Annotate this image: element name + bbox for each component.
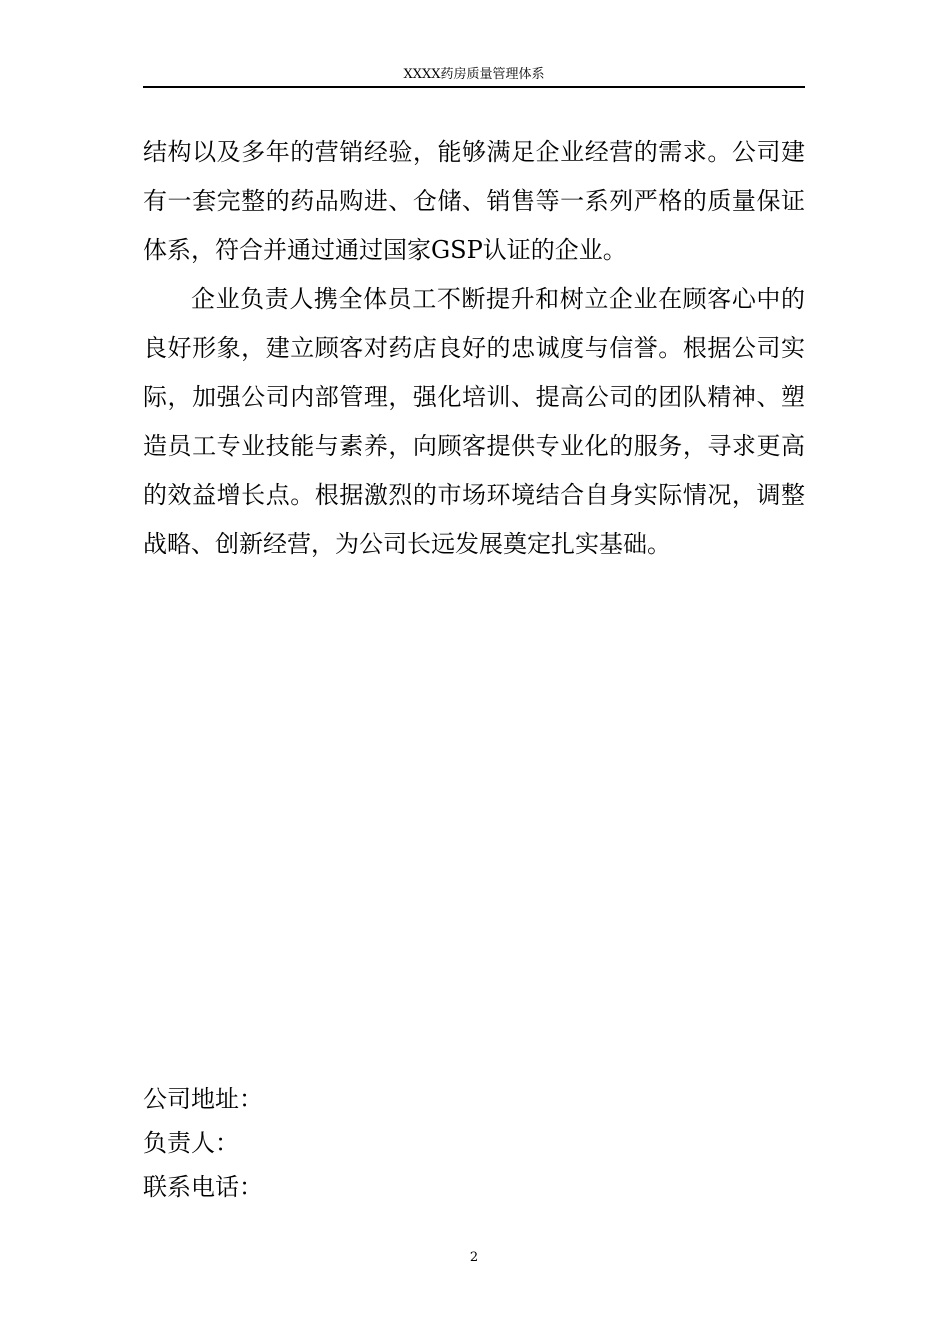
contact-section xyxy=(143,1077,805,1209)
header-title: XXXX药房质量管理体系 xyxy=(403,67,545,82)
body-paragraph-2: 企业负责人携全体员工不断提升和树立企业在顾客心中的良好形象，建立顾客对药店良好的忠诚度与信誉。根据公司实际，加强公司内部管理，强化培训、提高公司的团队精神、塑造员工专业技能与素养，向顾客提供专业化的服务，寻求更高的效益增长点。根据激烈的市场环境结合自身实际情况，调整战略、创新经营，为公司长远发展奠定扎实基础。 xyxy=(143,285,805,558)
person-label: 负责人： xyxy=(143,1129,239,1157)
body-paragraph-1: 结构以及多年的营销经验，能够满足企业经营的需求。公司建有一套完整的药品购进、仓储、销售等一系列严格的质量保证体系，符合并通过通过国家GSP认证的企业。 xyxy=(143,138,805,264)
page-header xyxy=(143,66,805,88)
address-label: 公司地址： xyxy=(143,1085,263,1113)
phone-label: 联系电话： xyxy=(143,1173,263,1201)
header-divider xyxy=(143,86,805,88)
page-number: 2 xyxy=(469,1250,479,1265)
document-body xyxy=(143,128,805,569)
